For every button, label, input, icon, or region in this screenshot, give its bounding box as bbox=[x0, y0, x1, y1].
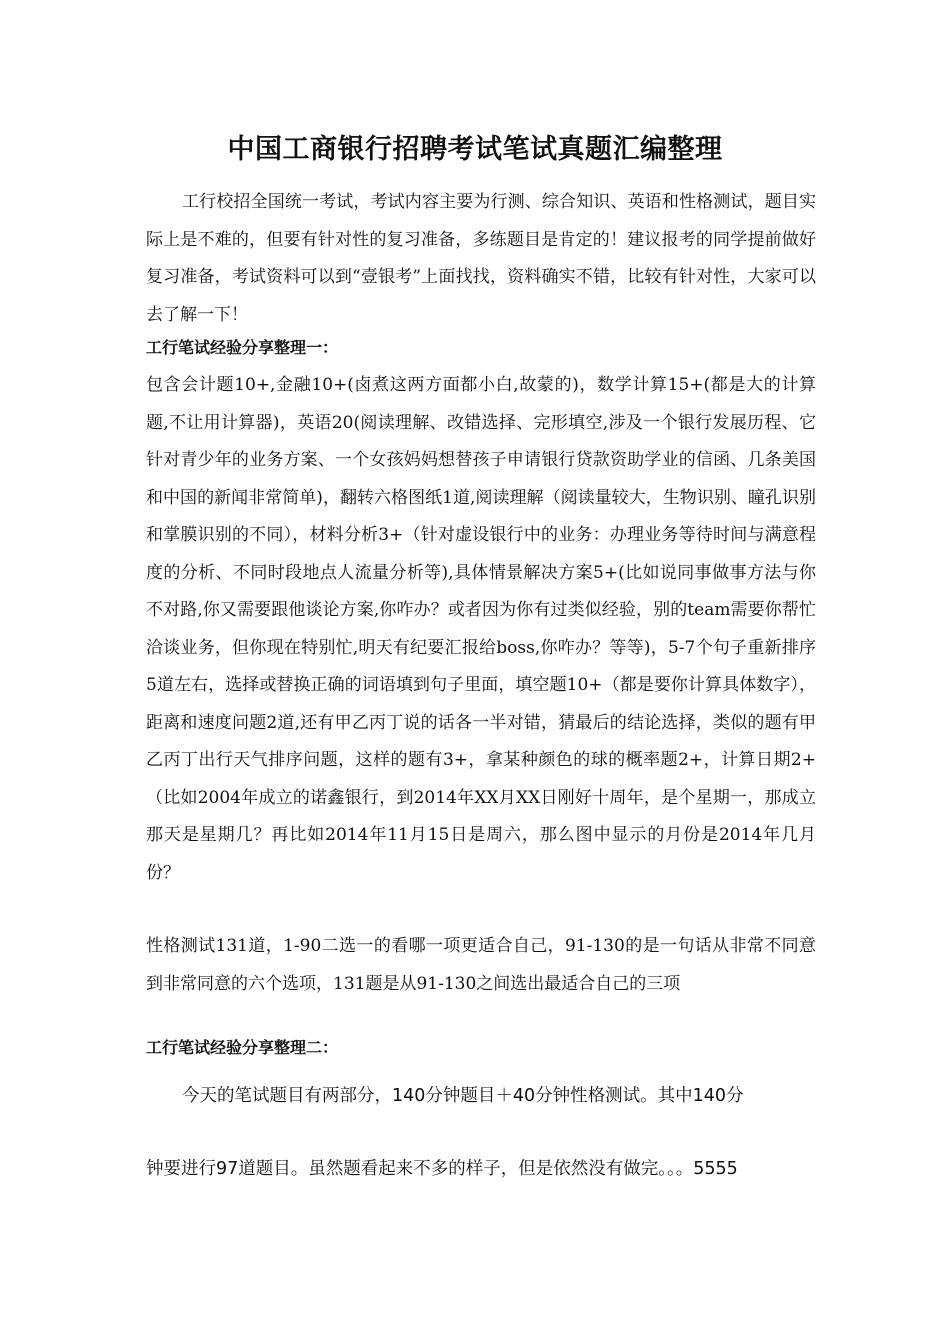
document-title: 中国工商银行招聘考试笔试真题汇编整理 bbox=[227, 134, 723, 165]
section-2-line-2: 钟要进行97道题目。虽然题看起来不多的样子，但是依然没有做完。。。5555 bbox=[146, 1159, 738, 1179]
section-1-heading: 工行笔试经验分享整理一： bbox=[146, 338, 339, 357]
intro-paragraph: 工行校招全国统一考试，考试内容主要为行测、综合知识、英语和性格测试，题目实际上是不难的，但要有针对性的复习准备，多练题目是肯定的！建议报考的同学提前做好复习准备，考试资料可以到“壹银考”上面找找，资料确实不错，比较有针对性，大家可以去了解一下！ bbox=[146, 192, 816, 325]
section-2-line-1: 今天的笔试题目有两部分，140分钟题目＋40分钟性格测试。其中140分 bbox=[182, 1086, 744, 1106]
section-1-paragraph-2: 性格测试131道，1-90二选一的看哪一项更适合自己，91-130的是一句话从非常不同意到非常同意的六个选项，131题是从91-130之间选出最适合自己的三项 bbox=[146, 936, 816, 994]
section-2-heading: 工行笔试经验分享整理二： bbox=[146, 1038, 339, 1057]
section-1-paragraph-1: 包含会计题10+,金融10+(卤煮这两方面都小白,故蒙的)，数学计算15+(都是大的计算题,不让用计算器)，英语20(阅读理解、改错选择、完形填空,涉及一个银行发展历程、它针对青少年的业务方案、一个女孩妈妈想替孩子申请银行贷款资助学业的信函、几条美国和中国的新闻非常简单)，翻转六格图纸1道,阅读理解（阅读量较大，生物识别、瞳孔识别和掌膜识别的不同），材料分析3+（针对虚设银行中的业务：办理业务等待时间与满意程度的分析、不同时段地点人流量分析等),具体情景解决方案5+(比如说同事做事方法与你不对路,你又需要跟他谈论方案,你咋办？或者因为你有过类似经验，别的team需要你帮忙洽谈业务，但你现在特别忙,明天有纪要汇报给boss,你咋办？等等)，5-7个句子重新排序5道左右，选择或替换正确的词语填到句子里面，填空题10+（都是要你计算具体数字），距离和速度问题2道,还有甲乙丙丁说的话各一半对错，猜最后的结论选择，类似的题有甲乙丙丁出行天气排序问题，这样的题有3+，拿某种颜色的球的概率题2+，计算日期2+（比如2004年成立的诺鑫银行，到2014年XX月XX日刚好十周年，是个星期一，那成立那天是星期几？再比如2014年11月15日是周六，那么图中显示的月份是2014年几月份？ bbox=[146, 375, 816, 883]
